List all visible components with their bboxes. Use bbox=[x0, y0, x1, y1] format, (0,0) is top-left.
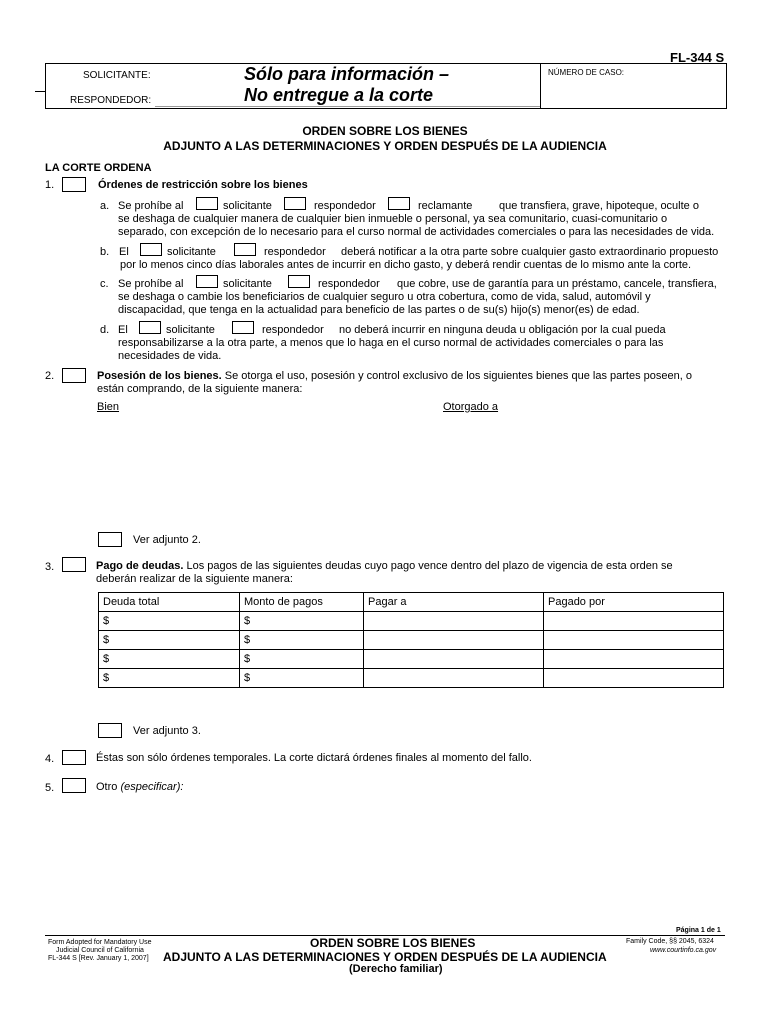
item1d-line2: responsabilizarse a la otra parte, a menos que lo haga en el curso normal de actividades comerciales o para las bbox=[118, 337, 664, 349]
footer-title3: (Derecho familiar) bbox=[349, 963, 443, 975]
item5-number: 5. bbox=[45, 782, 55, 794]
case-number-label: NÚMERO DE CASO: bbox=[548, 68, 625, 77]
title-line2: ADJUNTO A LAS DETERMINACIONES Y ORDEN DESPUÉS DE LA AUDIENCIA bbox=[163, 139, 607, 153]
item1c-respondent-label: respondedor bbox=[318, 278, 380, 290]
notice-line2: No entregue a la corte bbox=[244, 85, 434, 105]
pay-to-cell[interactable] bbox=[364, 631, 544, 650]
item1c-line3: discapacidad, que tenga en la actualidad para beneficio de las partes o de su(s) hijo(s) menor(es) de edad. bbox=[118, 304, 640, 316]
item4-number: 4. bbox=[45, 753, 55, 765]
item1c-prefix: Se prohíbe al bbox=[118, 278, 184, 290]
footer-title1: ORDEN SOBRE LOS BIENES bbox=[310, 936, 476, 950]
item1a-respondent-label: respondedor bbox=[314, 200, 376, 212]
item3-checkbox[interactable] bbox=[62, 557, 86, 572]
item3-attach-checkbox[interactable] bbox=[98, 723, 122, 738]
item2-col-property: Bien bbox=[97, 401, 120, 413]
item1a-petitioner-checkbox[interactable] bbox=[196, 197, 218, 210]
item2-checkbox[interactable] bbox=[62, 368, 86, 383]
caption-tick bbox=[35, 91, 45, 92]
item1a-petitioner-label: solicitante bbox=[223, 200, 272, 212]
item1a-line2: se deshaga de cualquier manera de cualquier bien inmueble o personal, ya sea comunitario, cuasi-comunitario o bbox=[118, 213, 668, 225]
paid-by-cell[interactable] bbox=[544, 650, 724, 669]
debts-header-row bbox=[99, 593, 724, 612]
petitioner-label: SOLICITANTE: bbox=[83, 70, 151, 81]
item1d-petitioner-checkbox[interactable] bbox=[139, 321, 161, 334]
item1d-respondent-checkbox[interactable] bbox=[232, 321, 254, 334]
item1a-letter: a. bbox=[100, 200, 110, 212]
footer-title2: ADJUNTO A LAS DETERMINACIONES Y ORDEN DESPUÉS DE LA AUDIENCIA bbox=[163, 950, 607, 964]
debt-total-cell[interactable]: $ bbox=[99, 631, 240, 650]
table-row bbox=[99, 631, 724, 650]
footer-adopted3: FL-344 S [Rev. January 1, 2007] bbox=[48, 955, 149, 962]
item1c-text: que cobre, use de garantía para un préstamo, cancele, transfiera, bbox=[397, 278, 717, 290]
item3-heading: Pago de deudas. bbox=[96, 560, 184, 572]
item1c-petitioner-checkbox[interactable] bbox=[196, 275, 218, 288]
pay-to-cell[interactable] bbox=[364, 612, 544, 631]
item3-text1: Los pagos de las siguientes deudas cuyo pago vence dentro del plazo de vigencia de esta orden se bbox=[186, 560, 673, 572]
payment-amount-cell[interactable]: $ bbox=[240, 669, 364, 688]
item4-text: Éstas son sólo órdenes temporales. La corte dictará órdenes finales al momento del fallo. bbox=[96, 752, 532, 764]
item2-text2: están comprando, de la siguiente manera: bbox=[97, 383, 303, 395]
table-row bbox=[99, 650, 724, 669]
paid-by-cell[interactable] bbox=[544, 612, 724, 631]
table-row bbox=[99, 612, 724, 631]
item1d-line3: necesidades de vida. bbox=[118, 350, 222, 362]
pay-to-cell[interactable] bbox=[364, 669, 544, 688]
item5-checkbox[interactable] bbox=[62, 778, 86, 793]
item2-number: 2. bbox=[45, 370, 55, 382]
footer-code: Family Code, §§ 2045, 6324 bbox=[626, 938, 714, 945]
pay-to-cell[interactable] bbox=[364, 650, 544, 669]
footer-adopted1: Form Adopted for Mandatory Use bbox=[48, 939, 152, 946]
debts-col-paid-by: Pagado por bbox=[544, 593, 724, 612]
item2-text-line1 bbox=[97, 370, 692, 382]
item1b-line2: por lo menos cinco días laborales antes de incurrir en dicho gasto, y deberá rendir cuentas de lo mismo ante la corte. bbox=[120, 259, 692, 271]
item1b-letter: b. bbox=[100, 246, 110, 258]
item1b-petitioner-checkbox[interactable] bbox=[140, 243, 162, 256]
item1a-claimant-checkbox[interactable] bbox=[388, 197, 410, 210]
item1b-respondent-label: respondedor bbox=[264, 246, 326, 258]
respondent-label: RESPONDEDOR: bbox=[70, 95, 152, 106]
debts-col-pay-to: Pagar a bbox=[364, 593, 544, 612]
page-number: Página 1 de 1 bbox=[676, 927, 721, 934]
item1d-prefix: El bbox=[118, 324, 128, 336]
footer-url[interactable]: www.courtinfo.ca.gov bbox=[650, 947, 717, 954]
item1d-text: no deberá incurrir en ninguna deuda u obligación por la cual pueda bbox=[339, 324, 666, 336]
caption-divider bbox=[540, 63, 541, 108]
debts-col-payment: Monto de pagos bbox=[240, 593, 364, 612]
item1d-petitioner-label: solicitante bbox=[166, 324, 215, 336]
item1a-respondent-checkbox[interactable] bbox=[284, 197, 306, 210]
item1a-claimant-label: reclamante bbox=[418, 200, 473, 212]
debt-total-cell[interactable]: $ bbox=[99, 669, 240, 688]
item3-text2: deberán realizar de la siguiente manera: bbox=[96, 573, 293, 585]
item1d-respondent-label: respondedor bbox=[262, 324, 324, 336]
item1c-petitioner-label: solicitante bbox=[223, 278, 272, 290]
item5-specify: (especificar): bbox=[120, 781, 184, 793]
item5-label: Otro bbox=[96, 781, 118, 793]
item1b-prefix: El bbox=[119, 246, 129, 258]
item1b-respondent-checkbox[interactable] bbox=[234, 243, 256, 256]
item1-number: 1. bbox=[45, 179, 55, 191]
item1b-text: deberá notificar a la otra parte sobre cualquier gasto extraordinario propuesto bbox=[341, 246, 719, 258]
item1-checkbox[interactable] bbox=[62, 177, 86, 192]
debts-table bbox=[98, 592, 724, 688]
payment-amount-cell[interactable]: $ bbox=[240, 631, 364, 650]
debt-total-cell[interactable]: $ bbox=[99, 612, 240, 631]
item1a-text: que transfiera, grave, hipoteque, oculte o bbox=[499, 200, 699, 212]
item2-heading: Posesión de los bienes. bbox=[97, 370, 222, 382]
footer-adopted2: Judicial Council of California bbox=[56, 947, 144, 954]
form-code-top: FL-344 S bbox=[670, 50, 725, 65]
item2-attach-checkbox[interactable] bbox=[98, 532, 122, 547]
item1c-respondent-checkbox[interactable] bbox=[288, 275, 310, 288]
item4-checkbox[interactable] bbox=[62, 750, 86, 765]
item1-heading: Órdenes de restricción sobre los bienes bbox=[98, 179, 308, 191]
payment-amount-cell[interactable]: $ bbox=[240, 650, 364, 669]
item1a-line3: separado, con excepción de lo necesario para el curso normal de actividades comerciales o para las necesidades de vida. bbox=[118, 226, 715, 238]
payment-amount-cell[interactable]: $ bbox=[240, 612, 364, 631]
debts-col-total: Deuda total bbox=[99, 593, 240, 612]
title-line1: ORDEN SOBRE LOS BIENES bbox=[302, 124, 468, 138]
item1c-line2: se deshaga o cambie los beneficiarios de cualquier seguro u otra cobertura, como de vida, salud, automóvil y bbox=[118, 291, 651, 303]
item5-label-wrap bbox=[96, 781, 183, 793]
item2-col-awarded: Otorgado a bbox=[443, 401, 499, 413]
item2-attach-label: Ver adjunto 2. bbox=[133, 534, 201, 546]
paid-by-cell[interactable] bbox=[544, 631, 724, 650]
item2-text1: Se otorga el uso, posesión y control exclusivo de los siguientes bienes que las partes poseen, o bbox=[224, 370, 692, 382]
paid-by-cell[interactable] bbox=[544, 669, 724, 688]
item1a-prefix: Se prohíbe al bbox=[118, 200, 184, 212]
table-row bbox=[99, 669, 724, 688]
item3-attach-label: Ver adjunto 3. bbox=[133, 725, 201, 737]
debt-total-cell[interactable]: $ bbox=[99, 650, 240, 669]
item3-number: 3. bbox=[45, 561, 55, 573]
court-orders-heading: LA CORTE ORDENA bbox=[45, 162, 152, 174]
notice-line1: Sólo para información – bbox=[244, 64, 450, 84]
respondent-underline bbox=[155, 106, 540, 107]
item3-text-line1 bbox=[96, 560, 673, 572]
item1c-letter: c. bbox=[100, 278, 109, 290]
item1b-petitioner-label: solicitante bbox=[167, 246, 216, 258]
item1d-letter: d. bbox=[100, 324, 110, 336]
